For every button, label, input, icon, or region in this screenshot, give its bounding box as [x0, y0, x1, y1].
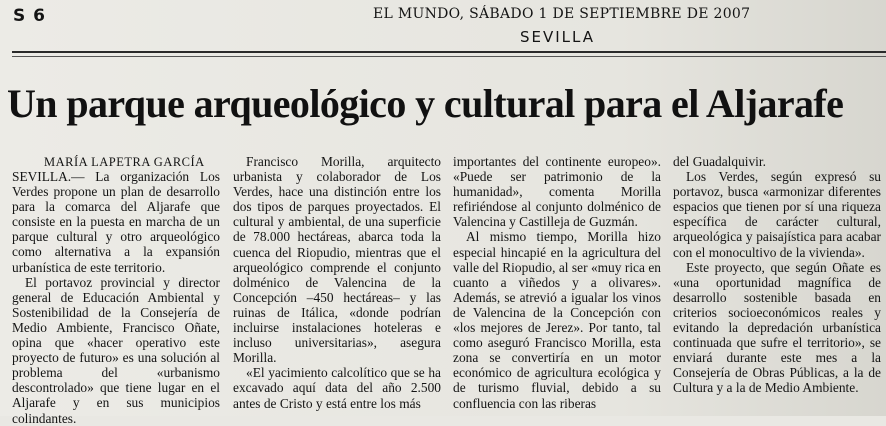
- header-rule-thin: [12, 56, 886, 57]
- article-column-2: [233, 154, 441, 411]
- paragraph: Los Verdes, según expresó su portavoz, busca «armonizar diferentes espacios que tienen por sí una riqueza específica de carácter cultural, arqueológica y paisajística para acabar con el monocultivo de la vivienda».: [673, 169, 881, 260]
- byline: MARÍA LAPETRA GARCÍA: [44, 155, 205, 169]
- section-name: SEVILLA: [520, 28, 596, 46]
- paragraph: Francisco Morilla, arquitecto urbanista y colaborador de Los Verdes, hace una distinción entre los dos tipos de parques proyectados. El cultural y ambiental, de una superficie de 78.000 hectáreas, abarca toda la cuenca del Riopudio, mientras que el arqueológico comprende el conjunto dolménico de Valencina de la Concepción –450 hectáreas– y las ruinas de Itálica, «donde podrían incluirse instalaciones hoteleras e incluso universitarias», asegura Morilla.: [233, 154, 441, 366]
- article-column-3: [453, 154, 661, 411]
- article-column-1: [12, 169, 220, 426]
- article-column-4: [673, 154, 881, 396]
- page-number: S 6: [13, 6, 46, 26]
- header-rule: [12, 51, 886, 53]
- paragraph: «El yacimiento calcolítico que se ha excavado aquí data del año 2.500 antes de Cristo y está entre los más: [233, 365, 441, 411]
- headline: Un parque arqueológico y cultural para el Aljarafe: [7, 81, 844, 126]
- paragraph: El portavoz provincial y director general de Educación Ambiental y Sostenibilidad de la Consejería de Medio Ambiente, Francisco Oñate, opina que «hacer operativo este proyecto de futuro» es una solución al problema del «urbanismo descontrolado» que tiene lugar en el Aljarafe y en sus municipios colindantes.: [12, 274, 220, 426]
- paragraph: importantes del continente europeo». «Puede ser patrimonio de la humanidad», comenta Morilla refiriéndose al conjunto dolménico de Valencina y Castilleja de Guzmán.: [453, 154, 661, 230]
- paragraph: Al mismo tiempo, Morilla hizo especial hincapié en la agricultura del valle del Riopudio, al ser «muy rica en cuanto a viñedos y a olivares». Además, se atrevió a igualar los vinos de Valencina de la Concepción con «los mejores de Jerez». Por tanto, tal como aseguró Francisco Morilla, esta zona se convertiría en un motor económico de agricultura ecológica y de turismo fluvial, debido a su confluencia con las riberas: [453, 229, 661, 411]
- paragraph: del Guadalquivir.: [673, 154, 766, 169]
- dateline: EL MUNDO, SÁBADO 1 DE SEPTIEMBRE DE 2007: [373, 6, 751, 22]
- paragraph: SEVILLA.— La organización Los Verdes propone un plan de desarrollo para la comarca del Aljarafe que consiste en la puesta en marcha de un parque cultural y otro arqueológico como alternativa a la expansión urbanística de este territorio.: [12, 169, 220, 275]
- paragraph: Este proyecto, que según Oñate es «una oportunidad magnífica de desarrollo sostenible basada en criterios socioeconómicos reales y evitando la depredación urbanística continuada que sufre el territorio», se enviará durante este mes a la Consejería de Obras Públicas, a la de Cultura y a la de Medio Ambiente.: [673, 259, 881, 396]
